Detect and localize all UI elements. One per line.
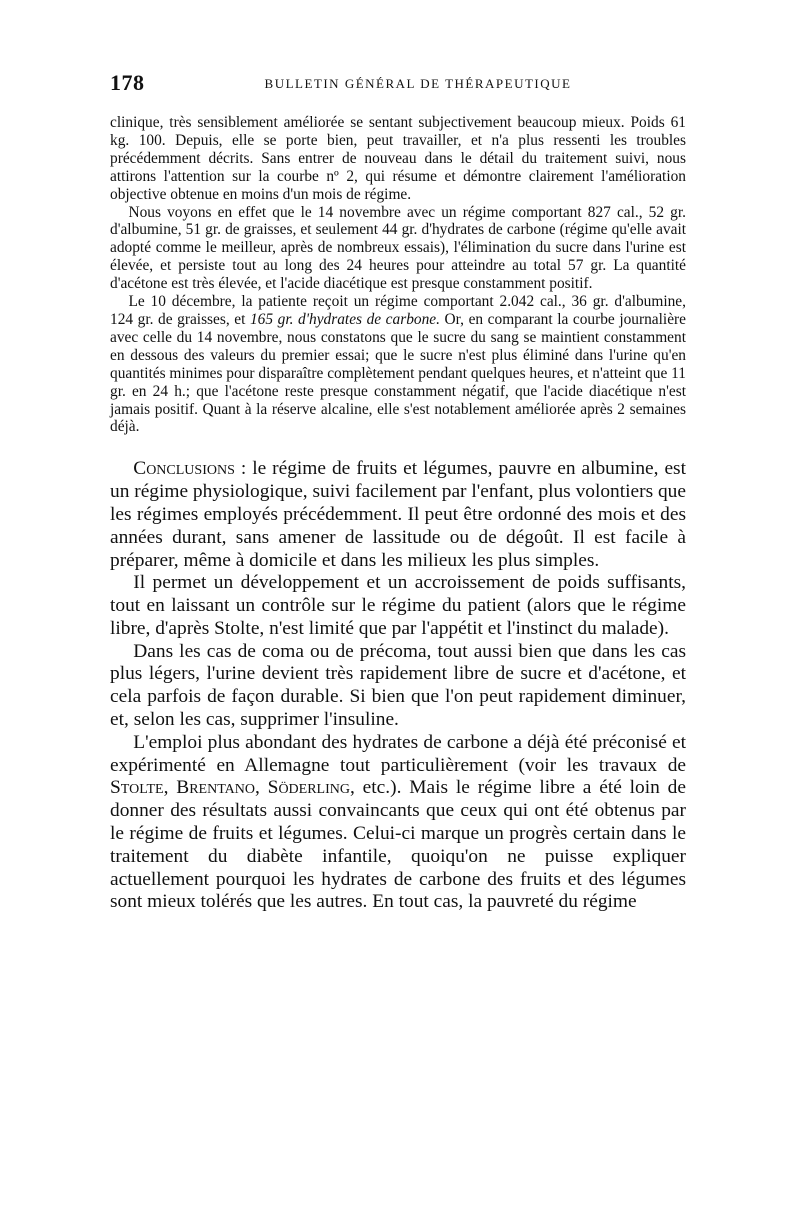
journal-title: BULLETIN GÉNÉRAL DE THÉRAPEUTIQUE (264, 76, 572, 91)
text-span: Le 10 décembre, la patiente reçoit un régime comportant 2.042 cal., 36 gr. d'albumine, 124 gr. de graisses, et (110, 293, 686, 328)
author-name: Brentano (176, 777, 255, 799)
paragraph (110, 732, 686, 914)
paragraph (110, 458, 686, 572)
paragraph: Nous voyons en effet que le 14 novembre avec un régime comportant 827 cal., 52 gr. d'albumine, 51 gr. de graisses, et seulement 44 gr. d'hydrates de carbone (régime qu'elle avait adopté comme le meilleur, après de nombreux essais), l'élimination du sucre dans l'urine est élevée, et persiste tout au long des 24 heures pour atteindre au total 57 gr. La quantité d'acétone est très élevée, et l'acide diacétique est presque constamment positif. (110, 203, 686, 293)
paragraph: Il permet un développement et un accroissement de poids suffisants, tout en laissant un contrôle sur le régime du patient (alors que le régime libre, d'après Stolte, n'est limité que par l'appétit et l'instinct du malade). (110, 572, 686, 639)
conclusions-text (110, 458, 686, 914)
text-span: , (163, 777, 177, 799)
paragraph: clinique, très sensiblement améliorée se sentant subjectivement beaucoup mieux. Poids 61 kg. 100. Depuis, elle se porte bien, peut travailler, et n'a plus ressenti les troubles précédemment décrits. Sans entrer de nouveau dans le détail du traitement suivi, nous attirons l'attention sur la courbe nº 2, qui résume et démontre clairement l'amélioration objective obtenue en moins d'un mois de régime. (110, 114, 686, 203)
page-number: 178 (110, 70, 145, 95)
paragraph (110, 293, 686, 436)
text-span: : le régime de fruits et légumes, pauvre en albumine, est un régime physiologique, suivi facilement par l'enfant, plus volontiers que les régimes employés précédemment. Il peut être ordonné des mois et des années durant, sans amener de lassitude ou de dégoût. Il est facile à préparer, même à domicile et dans les milieux les plus simples. (110, 458, 686, 571)
text-span: Or, en comparant la courbe journalière avec celle du 14 novembre, nous constatons que le sucre du sang se maintient constamment en dessous des valeurs du premier essai; que le sucre n'est plus éliminé dans l'urine qu'en quantités minimes pour disparaître complètement pendant quelques heures, et n'atteint que 11 gr. en 24 h.; que l'acétone reste presque constamment négatif, que l'acide diacétique n'est jamais positif. Quant à la réserve alcaline, elle s'est notablement améliorée après 2 semaines déjà. (110, 310, 686, 436)
text-span: L'emploi plus abondant des hydrates de carbone a déjà été préconisé et expérimenté en Allemagne tout particulièrement (voir les travaux de (110, 731, 686, 776)
author-name: Stolte (110, 777, 164, 799)
text-span: , etc.). Mais le régime libre a été loin de donner des résultats aussi convaincants que ceux qui ont été obtenus par le régime de fruits et légumes. Celui-ci marque un progrès certain dans le traitement du diabète infantile, quoiqu'on ne puisse expliquer actuellement pourquoi les hydrates de carbone des fruits et des légumes sont mieux tolérés que les autres. En tout cas, la pauvreté du régime (110, 777, 686, 913)
conclusions-label: Conclusions (133, 458, 235, 480)
paragraph: Dans les cas de coma ou de précoma, tout aussi bien que dans les cas plus légers, l'urine devient très rapidement libre de sucre et d'acétone, et cela parfois de façon durable. Si bien que l'on peut rapidement diminuer, et, selon les cas, supprimer l'insuline. (110, 640, 686, 731)
running-head (110, 70, 686, 100)
text-span: , (254, 777, 268, 799)
page (110, 70, 686, 914)
case-report-text (110, 114, 686, 436)
italic-span: 165 gr. d'hydrates de carbone. (249, 310, 440, 328)
author-name: Söderling (267, 777, 350, 799)
